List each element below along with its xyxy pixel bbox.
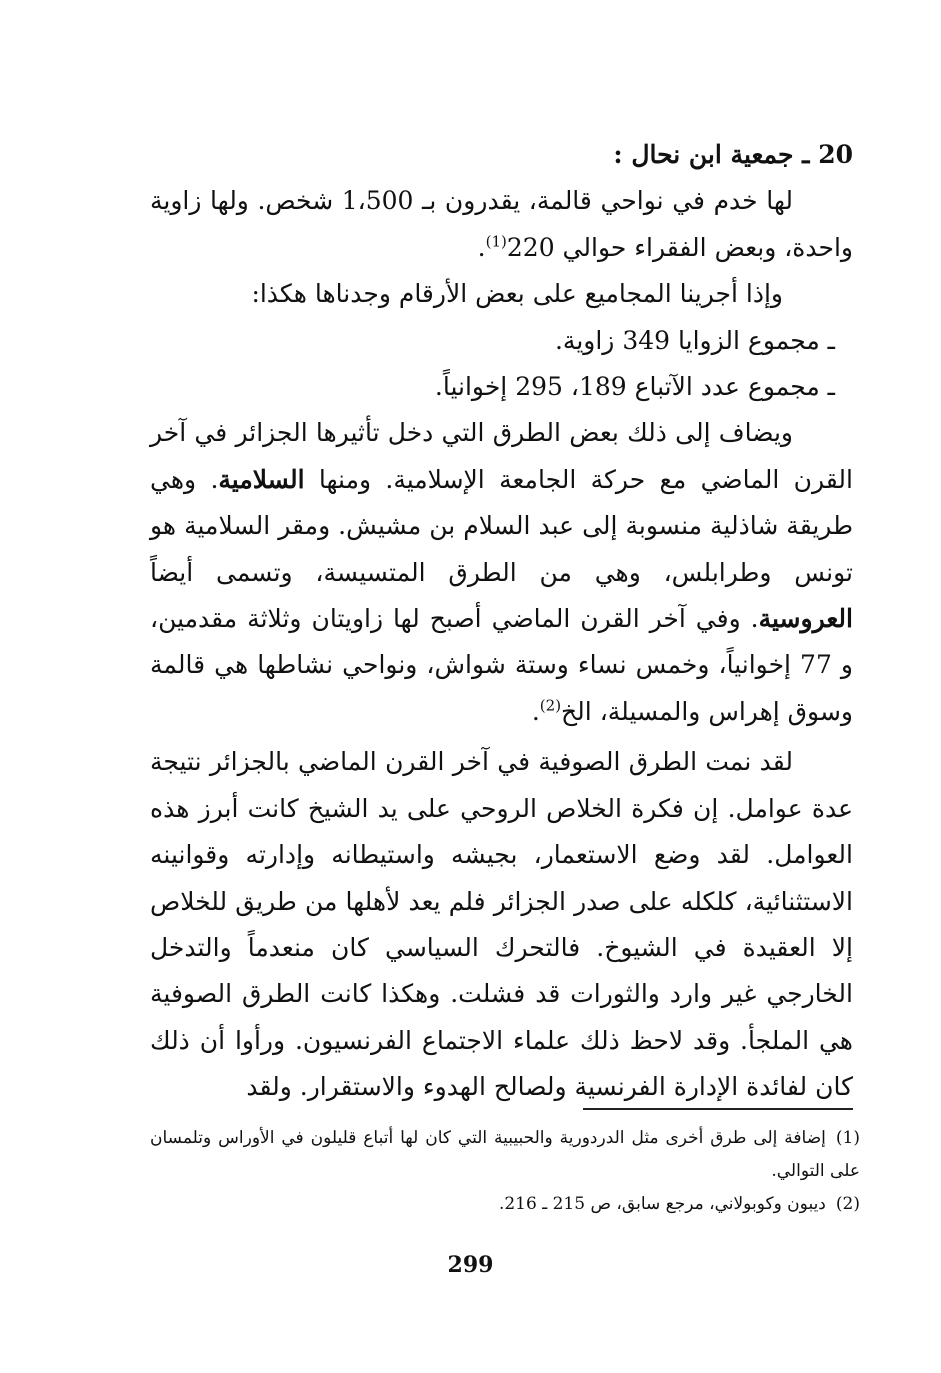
footnote-text: إضافة إلى طرق أخرى مثل الدردورية والحبيبية التي كان لها أتباع قليلون في الأوراس وتلمسان على التوالي. <box>150 1128 860 1181</box>
paragraph-2: وإذا أجرينا المجاميع على بعض الأرقام وجدناها هكذا: <box>251 279 783 309</box>
page-number: 299 <box>447 1252 494 1278</box>
paragraph-1: لها خدم في نواحي قالمة، يقدرون بـ 1،500 شخص. ولها زاوية واحدة، وبعض الفقراء حوالي 220$^{(1)}$. <box>150 186 853 262</box>
footnotes <box>150 1122 860 1221</box>
footnote-divider <box>583 1108 853 1110</box>
main-text <box>150 132 853 1111</box>
list-item: ـ مجموع عدد الآتباع 189، 295 إخوانياً. <box>434 372 835 402</box>
footnote-ref-1[interactable]: (1) <box>485 232 507 251</box>
footnote-text: ديبون وكوبولاني، مرجع سابق، ص 215 ـ 216. <box>498 1194 826 1214</box>
footnote-ref-2[interactable]: (2) <box>539 696 562 715</box>
footnote-2 <box>150 1188 860 1221</box>
term-arousiya: العروسية <box>758 604 853 634</box>
term-salamiya: السلامية <box>218 464 305 494</box>
section-heading: 20 ـ جمعية ابن نحال : <box>613 140 853 169</box>
footnote-number: (1) <box>835 1128 860 1148</box>
paragraph-3: ويضاف إلى ذلك بعض الطرق التي دخل تأثيرها الجزائر في آخر القرن الماضي مع حركة الجامعة الإسلامية. ومنها السلامية. وهي طريقة شاذلية منسوبة إلى عبد السلام بن مشيش. ومقر السلامية هو تونس وطرابلس، وهي من الطرق المتسيسة، وتسمى أيضاً العروسية. وفي آخر القرن الماضي أصبح لها زاويتان وثلاثة مقدمين، و 77 إخوانياً، وخمس نساء وستة شواش، ونواحي نشاطها هي قالمة وسوق إهراس والمسيلة، الخ$^{(2)}$. <box>150 418 853 726</box>
list-item: ـ مجموع الزوايا 349 زاوية. <box>554 325 835 355</box>
paragraph-4: لقد نمت الطرق الصوفية في آخر القرن الماضي بالجزائر نتيجة عدة عوامل. إن فكرة الخلاص الروحي على يد الشيخ كانت أبرز هذه العوامل. لقد وضع الاستعمار، بجيشه واستيطانه وإدارته وقوانينه الاستثنائية، كلكله على صدر الجزائر فلم يعد لأهلها من طريق للخلاص إلا العقيدة في الشيوخ. فالتحرك السياسي كان منعدماً والتدخل الخارجي غير وارد والثورات قد فشلت. وهكذا كانت الطرق الصوفية هي الملجأ. وقد لاحظ ذلك علماء الاجتماع الفرنسيون. ورأوا أن ذلك كان لفائدة الإدارة الفرنسية ولصالح الهدوء والاستقرار. ولقد <box>150 747 853 1102</box>
footnote-1 <box>150 1122 860 1188</box>
paragraph-1-text: لها خدم في نواحي قالمة، يقدرون بـ 1،500 شخص. ولها زاوية واحدة، وبعض الفقراء حوالي 220 <box>150 186 853 262</box>
footnote-number: (2) <box>835 1194 860 1214</box>
